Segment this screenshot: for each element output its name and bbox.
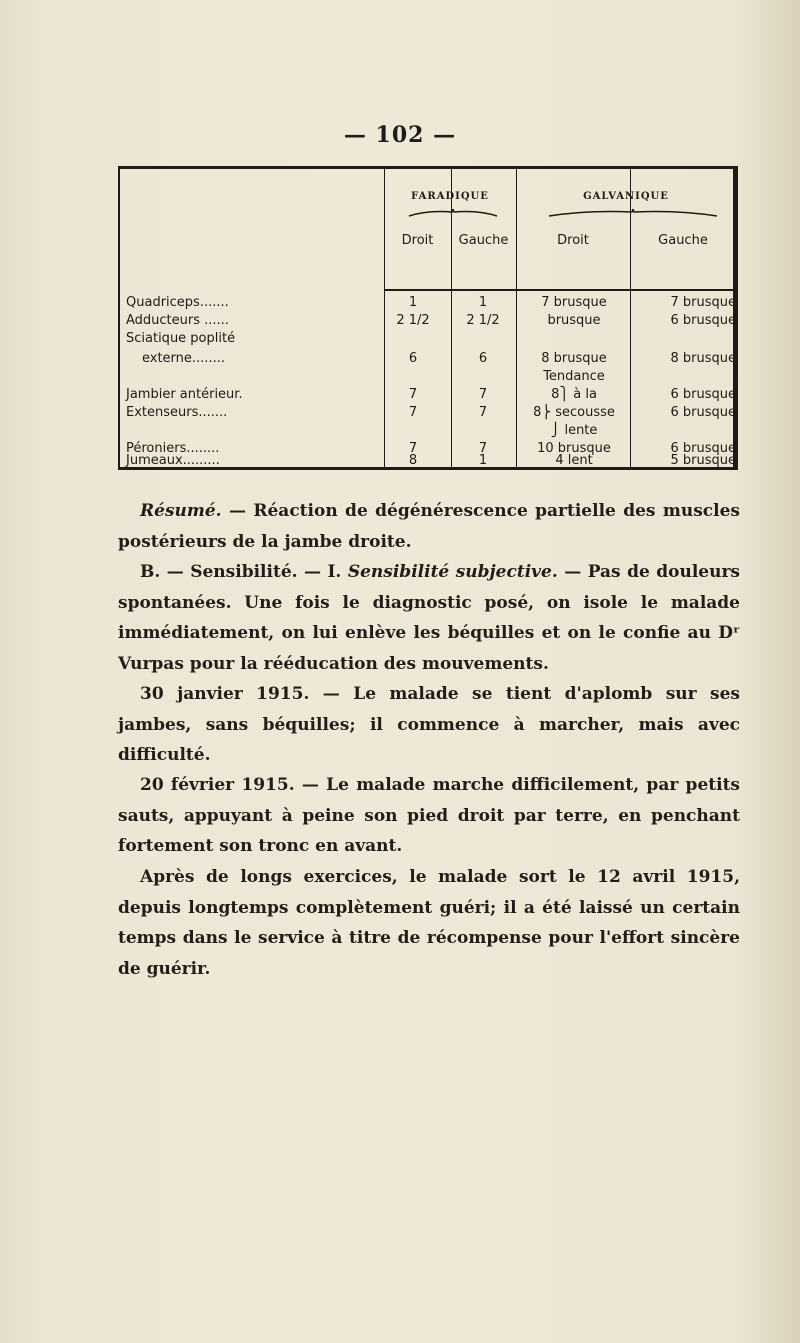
paragraph-30-janvier: 30 janvier 1915. — Le malade se tient d'aplomb sur ses jambes, sans béquilles; il commence à marcher, mais avec difficulté. xyxy=(118,684,740,765)
cell-galvanique-droit: 4 lent xyxy=(555,453,593,468)
row-label: Jambier antérieur. xyxy=(126,387,243,402)
header-galvanique: GALVANIQUE xyxy=(583,191,669,202)
paragraph-apres: Après de longs exercices, le malade sort le 12 avril 1915, depuis longtemps complètement guéri; il a été laissé un certain temps dans le service à titre de récompense pour l'effort sincère de guérir. xyxy=(118,867,740,979)
column-divider xyxy=(516,169,517,467)
cell-faradique-droit: 1 xyxy=(408,295,418,310)
cell-galvanique-droit: brusque xyxy=(547,313,601,328)
sensibilite-subjective: Sensibilité subjective. xyxy=(347,562,558,582)
cell-galvanique-gauche: 8 brusque xyxy=(670,351,736,366)
cell-faradique-droit: 7 xyxy=(408,405,418,420)
paragraph-20-fevrier: 20 février 1915. — Le malade marche difficilement, par petits sauts, appuyant à peine son pied droit par terre, en penchant fortement son tronc en avant. xyxy=(118,775,740,856)
header-rule xyxy=(384,289,733,291)
cell-galvanique-gauche: 6 brusque xyxy=(670,441,736,456)
cell-faradique-gauche: 7 xyxy=(478,387,488,402)
cell-faradique-droit: 7 xyxy=(408,441,418,456)
electrical-reaction-table xyxy=(118,166,738,470)
paragraph-sensibilite xyxy=(118,557,740,679)
row-label: Sciatique poplité xyxy=(126,331,236,346)
cell-galvanique-droit: 10 brusque xyxy=(537,441,611,456)
row-label: Adducteurs ...... xyxy=(126,313,229,328)
header-faradique: FARADIQUE xyxy=(411,191,489,202)
cell-galvanique-droit: 8⎫ à la xyxy=(551,387,597,402)
row-label: Extenseurs....... xyxy=(126,405,228,420)
cell-galvanique-droit: 8 brusque xyxy=(541,351,607,366)
column-divider xyxy=(384,169,385,467)
header-galvanique-gauche: Gauche xyxy=(658,233,708,248)
cell-galvanique-gauche: 6 brusque xyxy=(670,313,736,328)
cell-faradique-gauche: 7 xyxy=(478,441,488,456)
brace-galvanique xyxy=(548,209,718,217)
header-faradique-droit: Droit xyxy=(401,233,434,248)
cell-galvanique-gauche: 6 brusque xyxy=(670,405,736,420)
paragraph-resume xyxy=(118,496,740,557)
header-galvanique-droit: Droit xyxy=(557,233,589,248)
brace-faradique xyxy=(408,209,498,217)
cell-faradique-droit: 8 xyxy=(408,453,418,468)
cell-galvanique-droit: Tendance xyxy=(543,369,605,384)
cell-faradique-droit: 6 xyxy=(408,351,418,366)
cell-faradique-gauche: 1 xyxy=(478,295,488,310)
sensibilite-lead: B. — Sensibilité. — I. xyxy=(140,562,348,582)
row-label: Quadriceps....... xyxy=(126,295,229,310)
cell-galvanique-gauche: 7 brusque xyxy=(670,295,736,310)
row-label: Jumeaux......... xyxy=(126,453,220,468)
cell-galvanique-droit: 8⎬ secousse xyxy=(533,405,615,420)
row-label: Péroniers........ xyxy=(126,441,220,456)
cell-galvanique-droit: 7 brusque xyxy=(541,295,607,310)
cell-galvanique-droit: ⎭ lente xyxy=(550,423,598,438)
header-faradique-gauche: Gauche xyxy=(458,233,509,248)
cell-faradique-gauche: 6 xyxy=(478,351,488,366)
cell-faradique-droit: 2 1/2 xyxy=(396,313,430,328)
sensibilite-text: — Pas de douleurs spontanées. Une fois le diagnostic posé, on isole le malade immédiatement, on lui enlève les béquilles et on le confie au Dʳ Vurpas pour la rééducation des mouvements. xyxy=(118,562,740,674)
cell-galvanique-gauche: 5 brusque xyxy=(670,453,736,468)
resume-label: Résumé. xyxy=(140,501,222,521)
cell-faradique-gauche: 2 1/2 xyxy=(466,313,500,328)
page-number: — 102 — xyxy=(343,122,457,148)
cell-faradique-gauche: 7 xyxy=(478,405,488,420)
cell-faradique-gauche: 1 xyxy=(478,453,488,468)
row-label: externe........ xyxy=(142,351,225,366)
cell-galvanique-gauche: 6 brusque xyxy=(670,387,736,402)
resume-text: — Réaction de dégénérescence partielle des muscles postérieurs de la jambe droite. xyxy=(118,501,740,552)
cell-faradique-droit: 7 xyxy=(408,387,418,402)
